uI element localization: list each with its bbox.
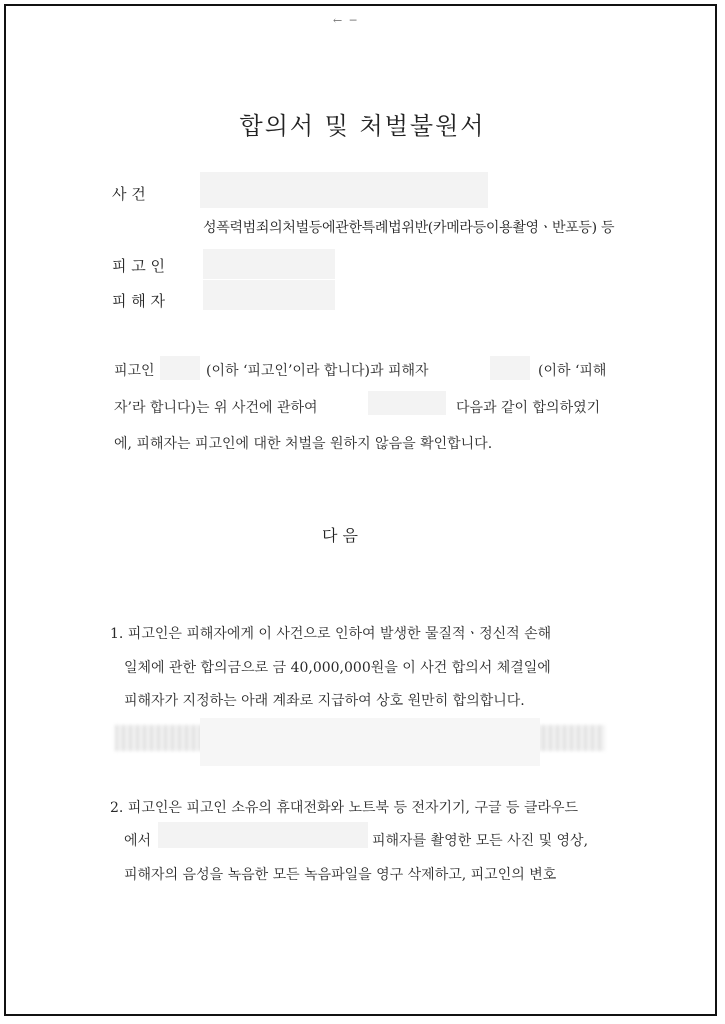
item-2-redacted <box>158 822 368 848</box>
defendant-name-redacted <box>203 249 335 279</box>
top-mark: ← ─ <box>333 14 359 27</box>
item-1-line3: 피해자가 지정하는 아래 계좌로 지급하여 상호 원만히 합의합니다. <box>124 693 525 709</box>
victim-name-redacted <box>203 280 335 310</box>
item-2-line3: 피해자의 음성을 녹음한 모든 녹음파일을 영구 삭제하고, 피고인의 변호 <box>124 867 557 883</box>
intro-date-redacted <box>368 391 446 415</box>
defendant-label: 피 고 인 <box>112 257 166 275</box>
item-2-line2-b: 피해자를 촬영한 모든 사진 및 영상, <box>372 833 589 849</box>
section-heading: 다 음 <box>322 526 358 545</box>
intro-line3: 에, 피해자는 피고인에 대한 처벌을 원하지 않음을 확인합니다. <box>114 436 493 452</box>
intro-victim-redacted <box>490 356 530 380</box>
item-2-line1: 2. 피고인은 피고인 소유의 휴대전화와 노트북 등 전자기기, 구글 등 클라우드 <box>110 800 579 816</box>
case-name: 성폭력범죄의처벌등에관한특례법위반(카메라등이용촬영ㆍ반포등) 등 <box>203 220 615 236</box>
account-number-redacted <box>200 718 540 766</box>
item-1-line1: 1. 피고인은 피해자에게 이 사건으로 인하여 발생한 물질적ㆍ정신적 손해 <box>110 626 552 642</box>
victim-label: 피 해 자 <box>112 292 166 310</box>
intro-line1-c: (이하 ‘피해 <box>538 363 607 379</box>
intro-line1-b: (이하 ‘피고인’이라 합니다)과 피해자 <box>206 363 429 379</box>
intro-line2-a: 자’라 합니다)는 위 사건에 관하여 <box>114 400 318 416</box>
item-1-line2: 일체에 관한 합의금으로 금 40,000,000원을 이 사건 합의서 체결일에 <box>124 660 551 676</box>
item-2-line2-a: 에서 <box>124 833 152 849</box>
case-label: 사 건 <box>112 185 146 203</box>
document-title: 합의서 및 처벌불원서 <box>239 112 486 140</box>
intro-line1-a: 피고인 <box>114 363 155 379</box>
intro-defendant-redacted <box>160 356 200 380</box>
case-number-redacted <box>200 172 488 208</box>
intro-line2-b: 다음과 같이 합의하였기 <box>456 400 601 416</box>
